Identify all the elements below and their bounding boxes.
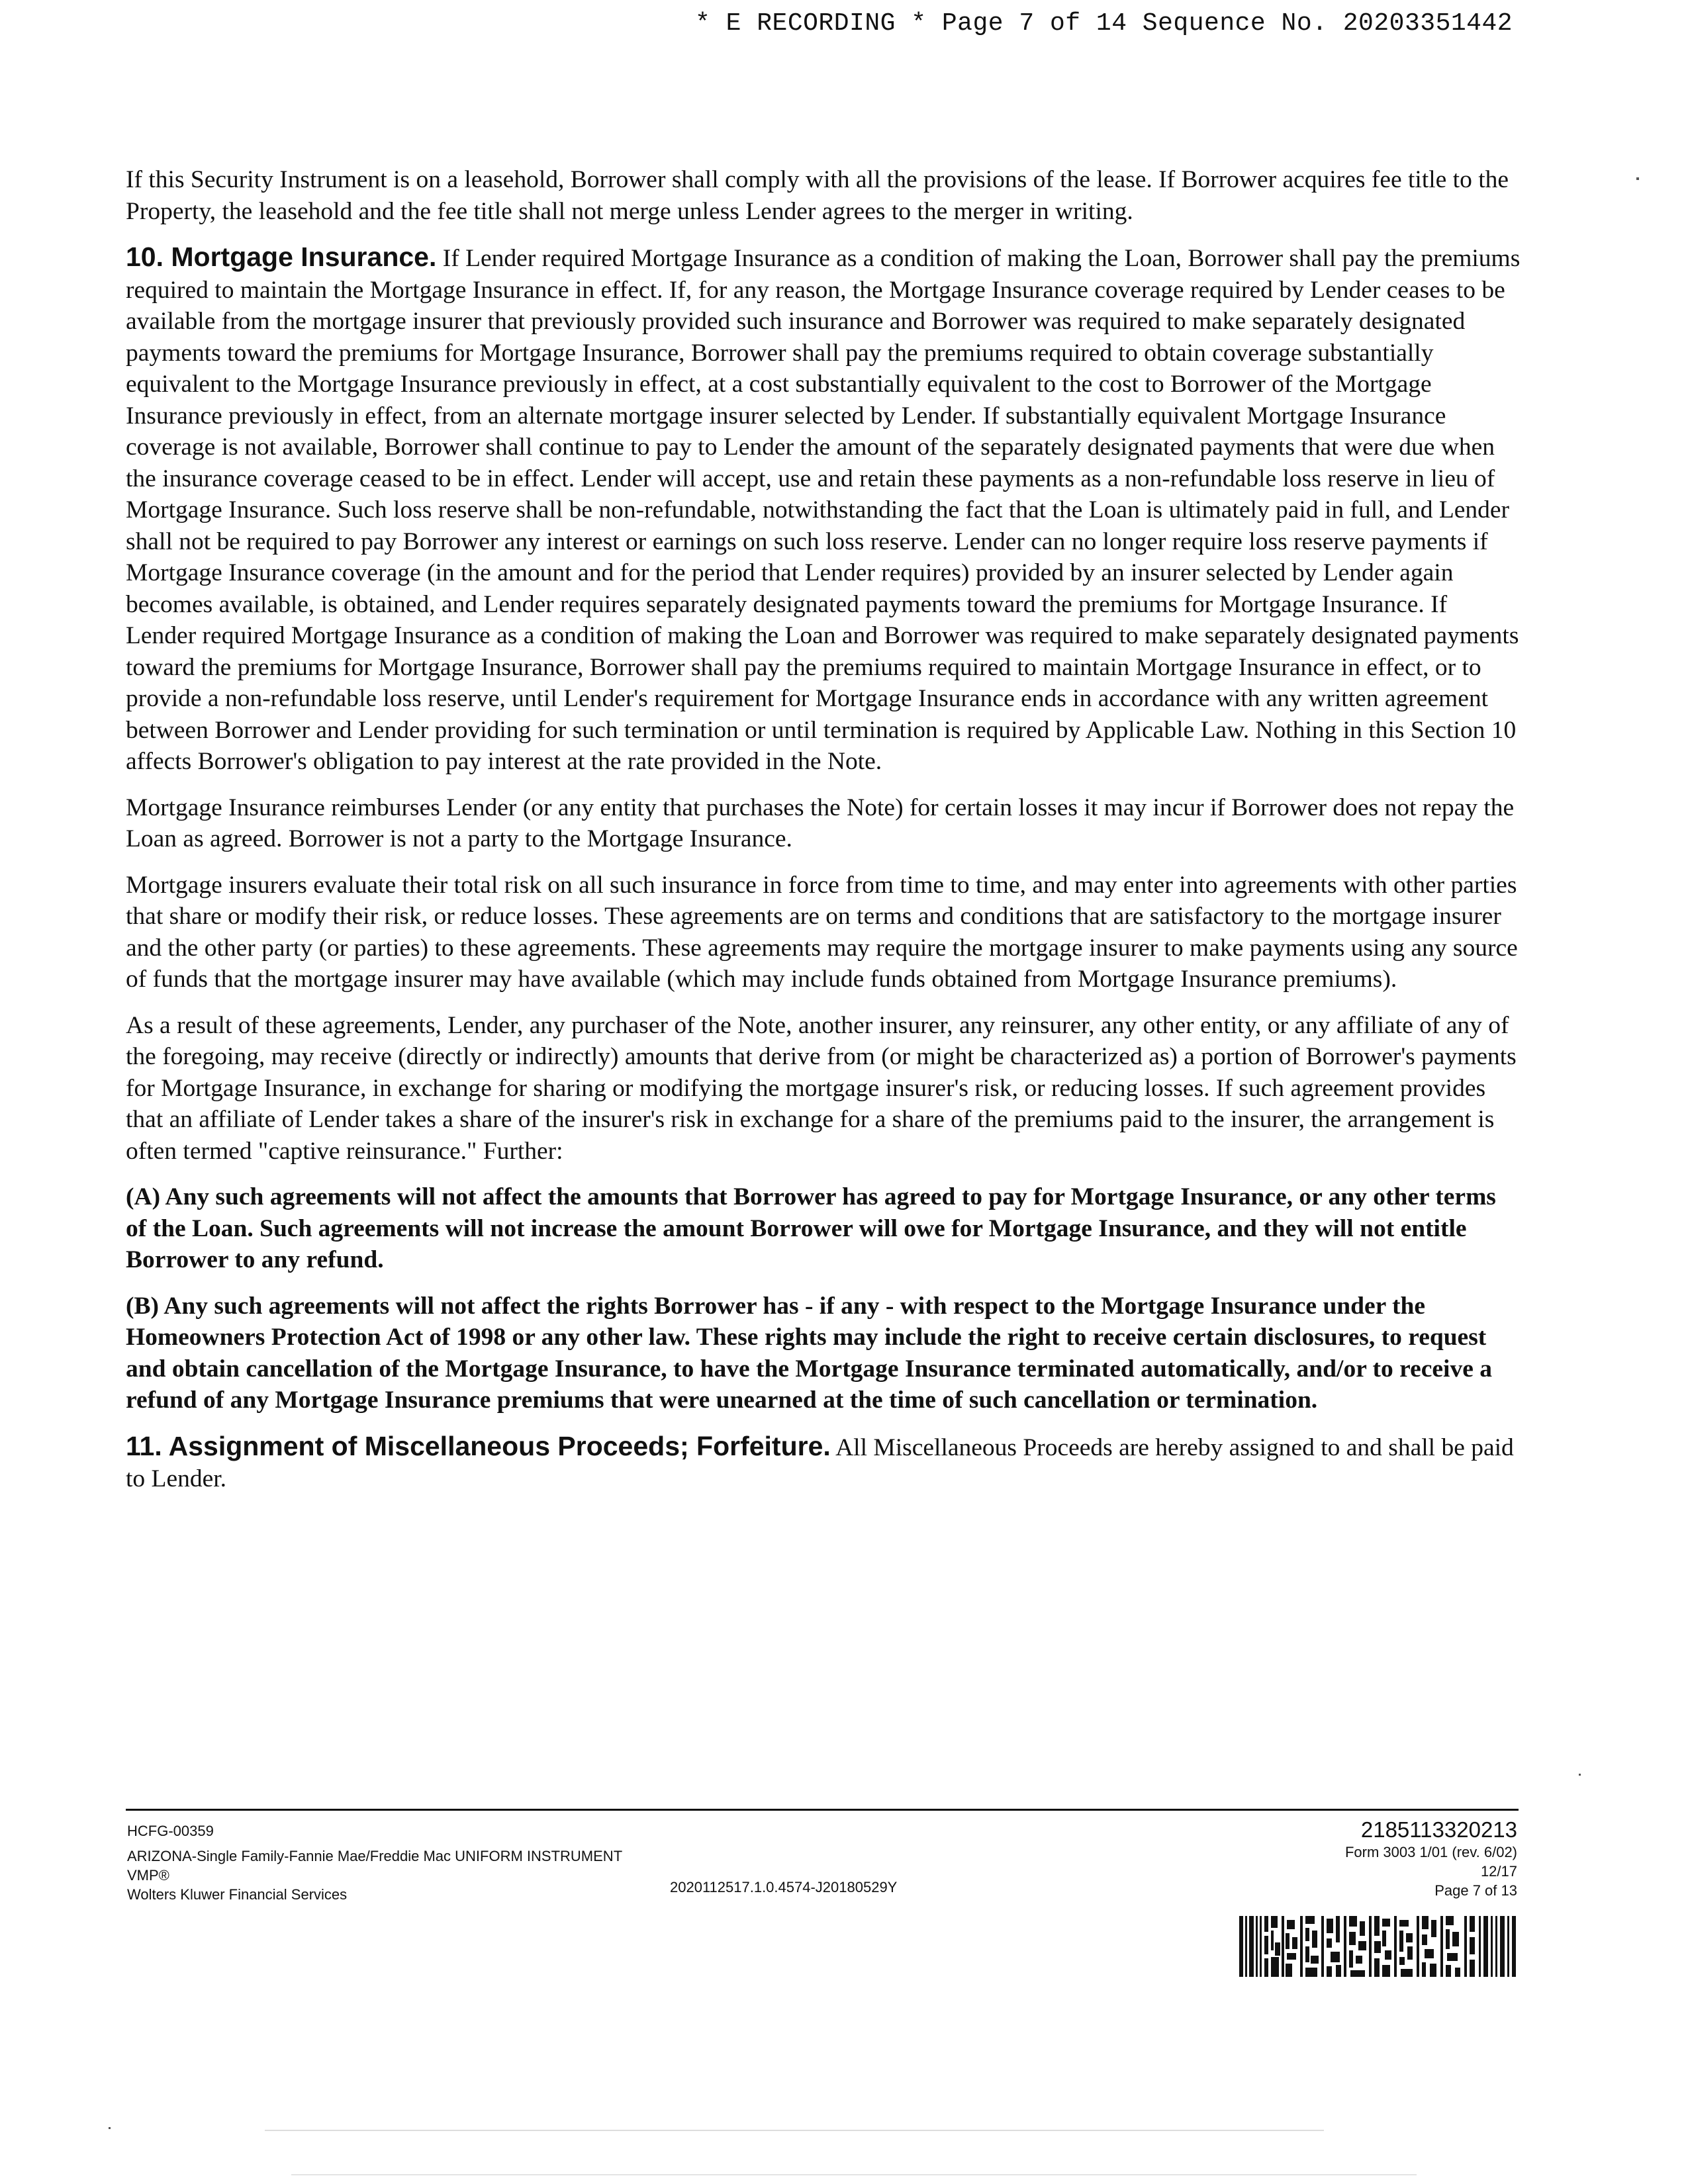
footer-divider: [126, 1809, 1519, 1811]
barcode-image: [1239, 1916, 1517, 1977]
footer-right: [1345, 1817, 1517, 1900]
recording-header: * E RECORDING * Page 7 of 14 Sequence No. 20203351442: [695, 9, 1513, 38]
clause-a-paragraph: (A) Any such agreements will not affect the amounts that Borrower has agreed to pay for Mortgage Insurance, or any other terms of the Loan. Such agreements will not increase the amount Borrower will owe for Mortgage Insurance, and they will not entitle Borrower to any refund.: [126, 1183, 1496, 1273]
scan-speck: [1636, 177, 1639, 180]
footer-form-code: HCFG-00359: [127, 1823, 214, 1839]
result-paragraph: As a result of these agreements, Lender, any purchaser of the Note, another insurer, any reinsurer, any other entity, or any affiliate of any of the foregoing, may receive (directly or indirectly) amounts that derive from (or might be characterized as) a portion of Borrower's payments for Mortgage Insurance, in exchange for sharing or modifying the mortgage insurer's risk, or reducing losses. If such agreement provides that an affiliate of Lender takes a share of the insurer's risk in exchange for a share of the premiums paid to the insurer, the arrangement is often termed "captive reinsurance." Further:: [126, 1011, 1517, 1165]
footer-revision: 12/17: [1480, 1863, 1517, 1880]
footer-left: [127, 1821, 622, 1904]
footer-loan-number: 2185113320213: [1360, 1817, 1517, 1842]
scan-speck: [291, 2174, 1417, 2175]
scan-speck: [109, 2127, 111, 2129]
footer-form-number: Form 3003 1/01 (rev. 6/02): [1344, 1844, 1517, 1860]
section-10-paragraph: [126, 242, 1523, 778]
section-10-heading: 10. Mortgage Insurance.: [126, 242, 437, 272]
footer-publisher: Wolters Kluwer Financial Services: [127, 1886, 348, 1903]
reimburses-paragraph: Mortgage Insurance reimburses Lender (or any entity that purchases the Note) for certain losses it may incur if Borrower does not repay the Loan as agreed. Borrower is not a party to the Mortgage Insurance.: [126, 794, 1515, 852]
section-11-paragraph: [126, 1431, 1523, 1495]
scan-speck: [1579, 1774, 1581, 1776]
insurers-paragraph: Mortgage insurers evaluate their total risk on all such insurance in force from time to time, and may enter into agreements with other parties that share or modify their risk, or reduce losses. These agreements are on terms and conditions that are satisfactory to the mortgage insurer and the other party (or parties) to these agreements. These agreements may require the mortgage insurer to make payments using any source of funds that the mortgage insurer may have available (which may include funds obtained from Mortgage Insurance premiums).: [126, 871, 1518, 993]
leasehold-paragraph: If this Security Instrument is on a leasehold, Borrower shall comply with all the provisions of the lease. If Borrower acquires fee title to the Property, the leasehold and the fee title shall not merge unless Lender agrees to the merger in writing.: [126, 166, 1509, 225]
footer-page-label: Page 7 of 13: [1434, 1882, 1517, 1899]
document-body: [126, 164, 1523, 1510]
scan-speck: [265, 2130, 1324, 2131]
section-11-heading: 11. Assignment of Miscellaneous Proceeds; Forfeiture.: [126, 1430, 831, 1461]
section-10-text: If Lender required Mortgage Insurance as a condition of making the Loan, Borrower shall pay the premiums required to maintain the Mortgage Insurance in effect. If, for any reason, the Mortgage Insurance coverage required by Lender ceases to be available from the mortgage insurer that previously provided such insurance and Borrower was required to make separately designated payments toward the premiums for Mortgage Insurance, Borrower shall pay the premiums required to obtain coverage substantially equivalent to the Mortgage Insurance previously in effect, at a cost substantially equivalent to the cost to Borrower of the Mortgage Insurance previously in effect, from an alternate mortgage insurer selected by Lender. If substantially equivalent Mortgage Insurance coverage is not available, Borrower shall continue to pay to Lender the amount of the separately designated payments that were due when the insurance coverage ceased to be in effect. Lender will accept, use and retain these payments as a non-refundable loss reserve in lieu of Mortgage Insurance. Such loss reserve shall be non-refundable, notwithstanding the fact that the Loan is ultimately paid in full, and Lender shall not be required to pay Borrower any interest or earnings on such loss reserve. Lender can no longer require loss reserve payments if Mortgage Insurance coverage (in the amount and for the period that Lender requires) provided by an insurer selected by Lender again becomes available, is obtained, and Lender requires separately designated payments toward the premiums for Mortgage Insurance. If Lender required Mortgage Insurance as a condition of making the Loan and Borrower was required to make separately designated payments toward the premiums for Mortgage Insurance, Borrower shall pay the premiums required to maintain Mortgage Insurance in effect, or to provide a non-refundable loss reserve, until Lender's requirement for Mortgage Insurance ends in accordance with any written agreement between Borrower and Lender providing for such termination or until termination is required by Applicable Law. Nothing in this Section 10 affects Borrower's obligation to pay interest at the rate provided in the Note.: [126, 245, 1521, 775]
footer-doc-id: 2020112517.1.0.4574-J20180529Y: [670, 1879, 898, 1895]
section-11-text: All Miscellaneous Proceeds are hereby assigned to and shall be paid to Lender.: [126, 1433, 1514, 1492]
footer-vmp: VMP®: [127, 1867, 169, 1884]
clause-b-paragraph: (B) Any such agreements will not affect the rights Borrower has - if any - with respect to the Mortgage Insurance under the Homeowners Protection Act of 1998 or any other law. These rights may include the right to receive certain disclosures, to request and obtain cancellation of the Mortgage Insurance, to have the Mortgage Insurance terminated automatically, and/or to receive a refund of any Mortgage Insurance premiums that were unearned at the time of such cancellation or termination.: [126, 1292, 1492, 1414]
footer-instrument: ARIZONA-Single Family-Fannie Mae/Freddie Mac UNIFORM INSTRUMENT: [127, 1848, 623, 1864]
